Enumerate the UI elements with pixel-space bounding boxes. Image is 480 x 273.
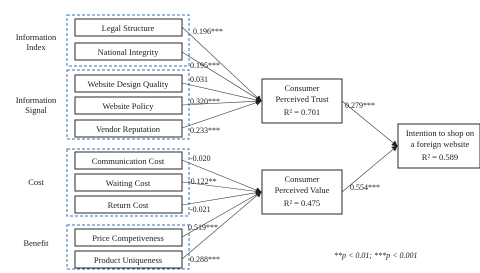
label-price-competitiveness: Price Competiveness [92, 233, 164, 243]
label-legal-structure: Legal Structure [101, 23, 155, 33]
group-label-cost: Cost [28, 177, 44, 187]
coef-trust-intention: 0.279*** [345, 101, 375, 110]
value-label-line1: Consumer [284, 174, 320, 184]
label-website-design-quality: Website Design Quality [87, 79, 169, 89]
trust-r-squared: R² = 0.701 [283, 107, 321, 117]
intention-r-squared: R² = 0.589 [421, 152, 459, 162]
value-r-squared: R² = 0.475 [283, 198, 321, 208]
coef-value-intention: 0.554*** [350, 183, 380, 192]
group-label-information-index-line2: Index [26, 42, 46, 52]
coef-price-competitiveness: 0.519*** [188, 223, 218, 232]
intention-label-line1: Intention to shop on [405, 128, 475, 138]
coef-waiting-cost: -0.122** [188, 177, 217, 186]
coef-communication-cost: -0.020 [190, 154, 211, 163]
trust-label-line2: Perceived Trust [275, 94, 329, 104]
label-communication-cost: Communication Cost [91, 156, 165, 166]
label-waiting-cost: Waiting Cost [105, 178, 151, 188]
label-product-uniqueness: Product Uniqueness [93, 255, 163, 265]
intention-label-line2: a foreign website [410, 139, 470, 149]
coef-return-cost: -0.021 [190, 205, 211, 214]
coef-website-policy: 0.320*** [190, 97, 220, 106]
label-national-integrity: National Integrity [97, 47, 159, 57]
significance-note: **p < 0.01; ***p < 0.001 [334, 251, 418, 260]
label-vendor-reputation: Vendor Reputation [96, 124, 160, 134]
label-return-cost: Return Cost [107, 200, 149, 210]
group-label-information-signal-line1: Information [15, 95, 57, 105]
group-label-information-index-line1: Information [15, 32, 57, 42]
trust-label-line1: Consumer [284, 83, 320, 93]
label-website-policy: Website Policy [102, 101, 154, 111]
group-label-information-signal-line2: Signal [25, 105, 47, 115]
value-label-line2: Perceived Value [274, 185, 330, 195]
group-label-benefit: Benefit [23, 238, 49, 248]
coef-national-integrity: 0.195*** [190, 61, 220, 70]
coef-vendor-reputation: 0.233*** [190, 126, 220, 135]
coef-product-uniqueness: 0.288*** [190, 255, 220, 264]
coef-legal-structure: 0.196*** [193, 27, 223, 36]
coef-website-design-quality: 0.031 [190, 75, 208, 84]
